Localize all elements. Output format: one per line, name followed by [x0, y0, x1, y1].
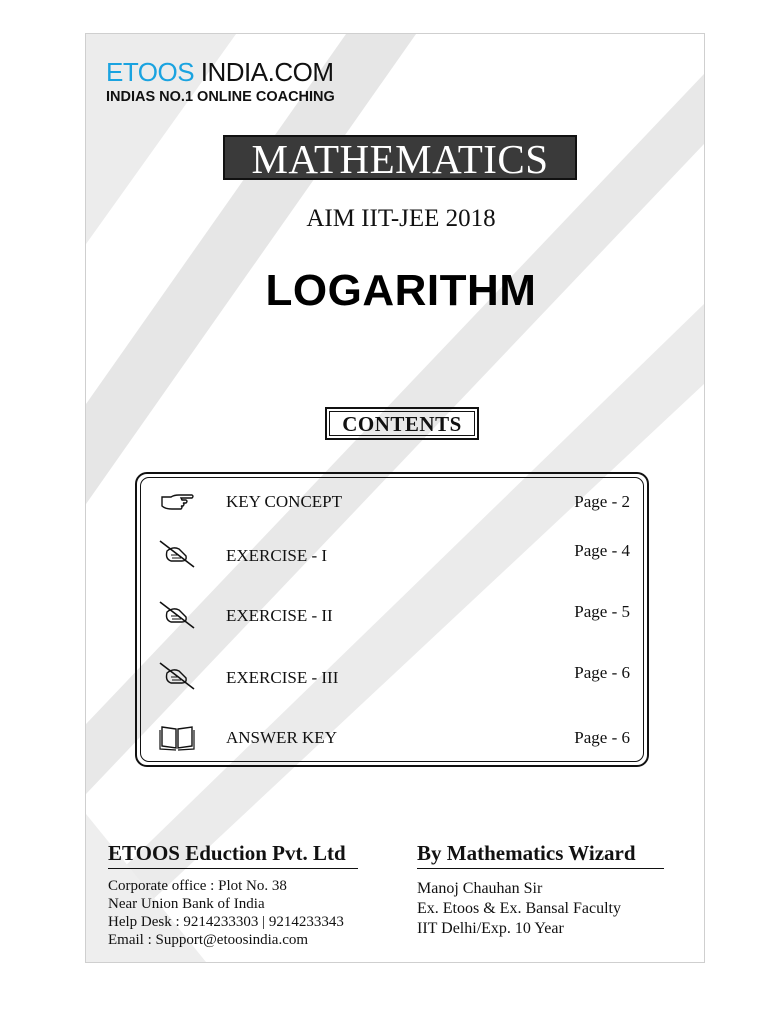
document-page: [85, 33, 705, 963]
subject-title: MATHEMATICS: [223, 135, 577, 180]
contents-row: [141, 488, 643, 518]
contents-page: Page - 6: [574, 728, 630, 747]
company-address: [108, 877, 358, 949]
topic-title: LOGARITHM: [265, 266, 537, 315]
writing-hand-icon: [159, 600, 195, 630]
author-details: [417, 879, 664, 939]
author-qualification: IIT Delhi/Exp. 10 Year: [417, 920, 564, 937]
writing-hand-icon: [159, 661, 195, 691]
contents-page: Page - 6: [574, 663, 630, 682]
author-name: Manoj Chauhan Sir: [417, 880, 543, 897]
contents-box: [135, 472, 649, 767]
logo-wordmark: [106, 58, 335, 86]
author-heading: By Mathematics Wizard: [417, 840, 664, 869]
address-line: Corporate office : Plot No. 38: [108, 878, 287, 894]
contents-label: KEY CONCEPT: [226, 492, 343, 511]
logo-tagline: INDIAS NO.1 ONLINE COACHING: [106, 89, 335, 105]
email-line: Email : Support@etoosindia.com: [108, 932, 309, 948]
contents-heading: [325, 407, 479, 440]
author-experience: Ex. Etoos & Ex. Bansal Faculty: [417, 900, 621, 917]
company-name: ETOOS Eduction Pvt. Ltd: [108, 840, 358, 869]
contents-label: EXERCISE - III: [226, 668, 339, 687]
company-info: [108, 840, 358, 949]
aim-heading: AIM IIT-JEE 2018: [306, 205, 496, 232]
contents-page: Page - 4: [574, 541, 630, 560]
helpdesk-line: Help Desk : 9214233303 | 9214233343: [108, 914, 344, 930]
address-line: Near Union Bank of India: [108, 896, 265, 912]
logo-india: INDIA.COM: [194, 57, 334, 87]
contents-label: EXERCISE - I: [226, 546, 328, 565]
pointing-hand-icon: [159, 488, 195, 518]
open-book-icon: [159, 722, 195, 752]
writing-hand-icon: [159, 539, 195, 569]
contents-page: Page - 5: [574, 602, 630, 621]
contents-label: EXERCISE - II: [226, 606, 333, 625]
contents-page: Page - 2: [574, 492, 630, 511]
contents-heading-text: CONTENTS: [329, 411, 475, 436]
etoos-logo: [106, 58, 335, 106]
author-info: [417, 840, 664, 939]
contents-row: [141, 539, 643, 569]
contents-label: ANSWER KEY: [226, 728, 337, 747]
contents-row: [141, 722, 643, 752]
contents-row: [141, 661, 643, 691]
logo-etoos: ETOOS: [106, 57, 195, 87]
contents-row: [141, 600, 643, 630]
